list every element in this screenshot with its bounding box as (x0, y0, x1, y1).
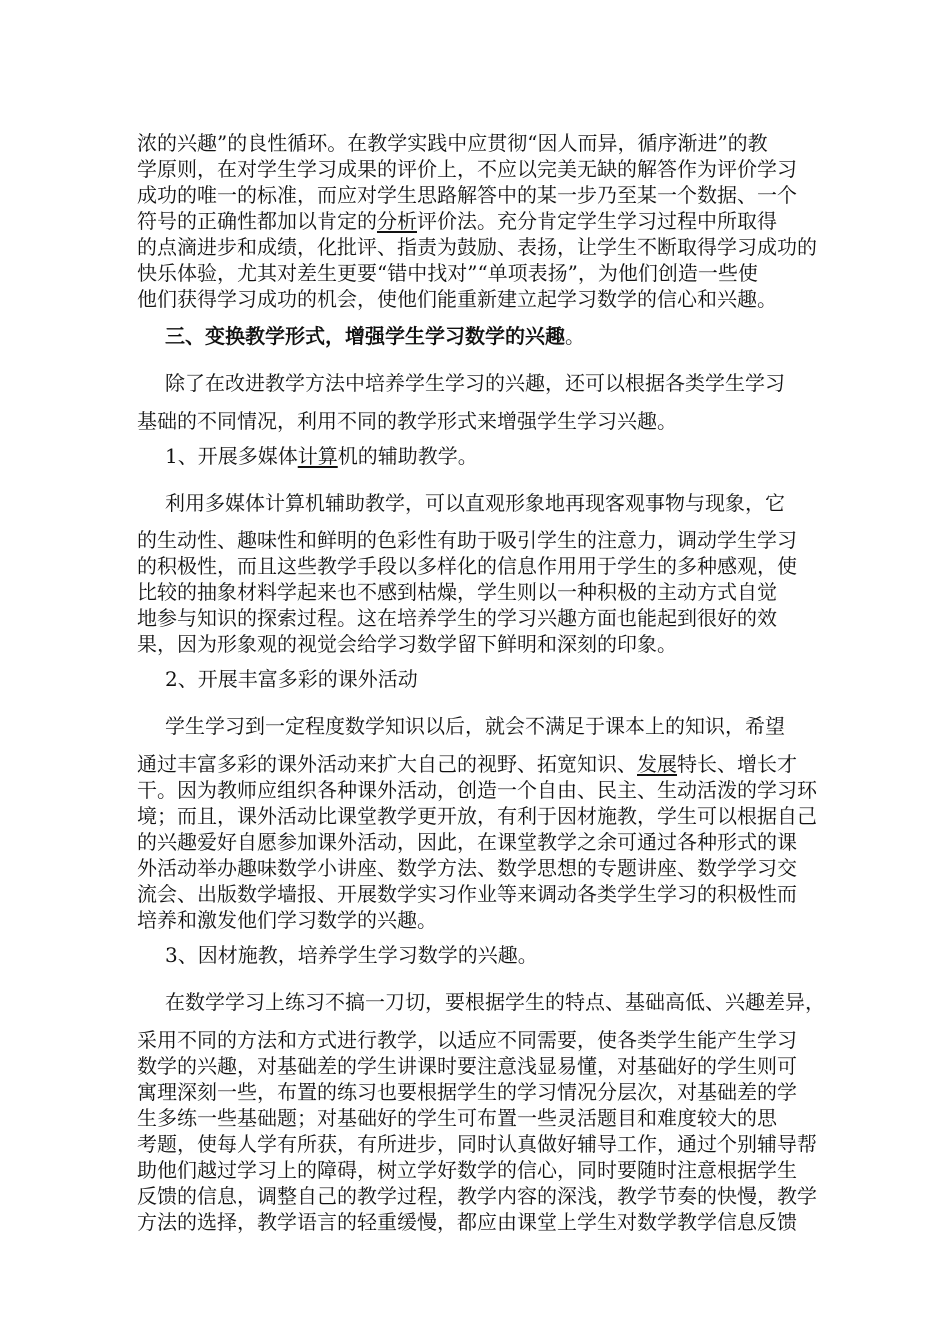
text-line: 方法的选择，教学语言的轻重缓慢，都应由课堂上学生对数学教学信息反馈 (137, 1210, 797, 1234)
text-line: 地参与知识的探索过程。这在培养学生的学习兴趣方面也能起到很好的效 (137, 606, 777, 630)
text-line: 的兴趣爱好自愿参加课外活动，因此，在课堂教学之余可通过各种形式的课 (137, 830, 797, 854)
text-line: 学原则，在对学生学习成果的评价上，不应以完美无缺的解答作为评价学习 (137, 157, 797, 181)
text-line: 的生动性、趣味性和鲜明的色彩性有助于吸引学生的注意力，调动学生学习 (137, 528, 797, 552)
text-line: 的积极性，而且这些教学手段以多样化的信息作用用于学生的多种感观，使 (137, 554, 797, 578)
text-line: 除了在改进教学方法中培养学生学习的兴趣，还可以根据各类学生学习 (165, 371, 785, 395)
text-line: 外活动举办趣味数学小讲座、数学方法、数学思想的专题讲座、数学学习交 (137, 856, 797, 880)
computing-link[interactable]: 计算 (297, 444, 338, 468)
text-line: 考题，使每人学有所获，有所进步，同时认真做好辅导工作，通过个别辅导帮 (137, 1132, 817, 1156)
text-line: 干。因为教师应组织各种课外活动，创造一个自由、民主、生动活泼的学习环 (137, 778, 817, 802)
text-span: 1、开展多媒体 (165, 444, 298, 468)
text-line: 比较的抽象材料学起来也不感到枯燥，学生则以一种积极的主动方式自觉 (137, 580, 777, 604)
subheading-differentiated: 3、因材施教，培养学生学习数学的兴趣。 (165, 943, 538, 967)
text-line: 基础的不同情况，利用不同的教学形式来增强学生学习兴趣。 (137, 409, 677, 433)
subheading-multimedia (165, 443, 887, 469)
text-line (137, 208, 859, 234)
text-line: 快乐体验，尤其对差生更要“错中找对”“单项表扬”，为他们创造一些使 (137, 261, 758, 285)
text-line: 学生学习到一定程度数学知识以后，就会不满足于课本上的知识，希望 (165, 714, 785, 738)
text-line: 数学的兴趣，对基础差的学生讲课时要注意浅显易懂，对基础好的学生则可 (137, 1054, 797, 1078)
analysis-link[interactable]: 分析 (377, 209, 417, 233)
text-line: 成功的唯一的标准，而应对学生思路解答中的某一步乃至某一个数据、一个 (137, 183, 797, 207)
text-line: 境；而且，课外活动比课堂教学更开放，有利于因材施教，学生可以根据自己 (137, 804, 817, 828)
text-line: 利用多媒体计算机辅助教学，可以直观形象地再现客观事物与现象，它 (165, 491, 785, 515)
text-line: 的点滴进步和成绩，化批评、指责为鼓励、表扬，让学生不断取得学习成功的 (137, 235, 817, 259)
text-line: 培养和激发他们学习数学的兴趣。 (137, 908, 437, 932)
text-span: 机的辅助教学。 (337, 444, 478, 468)
text-line: 流会、出版数学墙报、开展数学实习作业等来调动各类学生学习的积极性而 (137, 882, 797, 906)
text-line: 在数学学习上练习不搞一刀切，要根据学生的特点、基础高低、兴趣差异， (165, 990, 825, 1014)
heading-text: 三、变换教学形式，增强学生学习数学的兴趣 (165, 324, 565, 348)
subheading-activities: 2、开展丰富多彩的课外活动 (165, 667, 418, 691)
text-span: 特长、增长才 (677, 752, 797, 776)
text-line: 助他们越过学习上的障碍，树立学好数学的信心，同时要随时注意根据学生 (137, 1158, 797, 1182)
text-line: 果，因为形象观的视觉会给学习数学留下鲜明和深刻的印象。 (137, 632, 677, 656)
heading-tail: 。 (565, 324, 585, 348)
section-heading-3 (165, 323, 887, 349)
text-line: 生多练一些基础题；对基础好的学生可布置一些灵活题目和难度较大的思 (137, 1106, 777, 1130)
text-line: 浓的兴趣”的良性循环。在教学实践中应贯彻“因人而异，循序渐进”的教 (137, 131, 768, 155)
text-line: 他们获得学习成功的机会，使他们能重新建立起学习数学的信心和兴趣。 (137, 287, 777, 311)
text-span: 符号的正确性都加以肯定的 (137, 209, 377, 233)
text-line: 反馈的信息，调整自己的教学过程，教学内容的深浅，教学节奏的快慢，教学 (137, 1184, 817, 1208)
text-line: 采用不同的方法和方式进行教学，以适应不同需要，使各类学生能产生学习 (137, 1028, 797, 1052)
text-line (137, 751, 859, 777)
text-span: 评价法。充分肯定学生学习过程中所取得 (417, 209, 777, 233)
development-link[interactable]: 发展 (637, 752, 677, 776)
text-line: 寓理深刻一些，布置的练习也要根据学生的学习情况分层次，对基础差的学 (137, 1080, 797, 1104)
text-span: 通过丰富多彩的课外活动来扩大自己的视野、拓宽知识、 (137, 752, 637, 776)
